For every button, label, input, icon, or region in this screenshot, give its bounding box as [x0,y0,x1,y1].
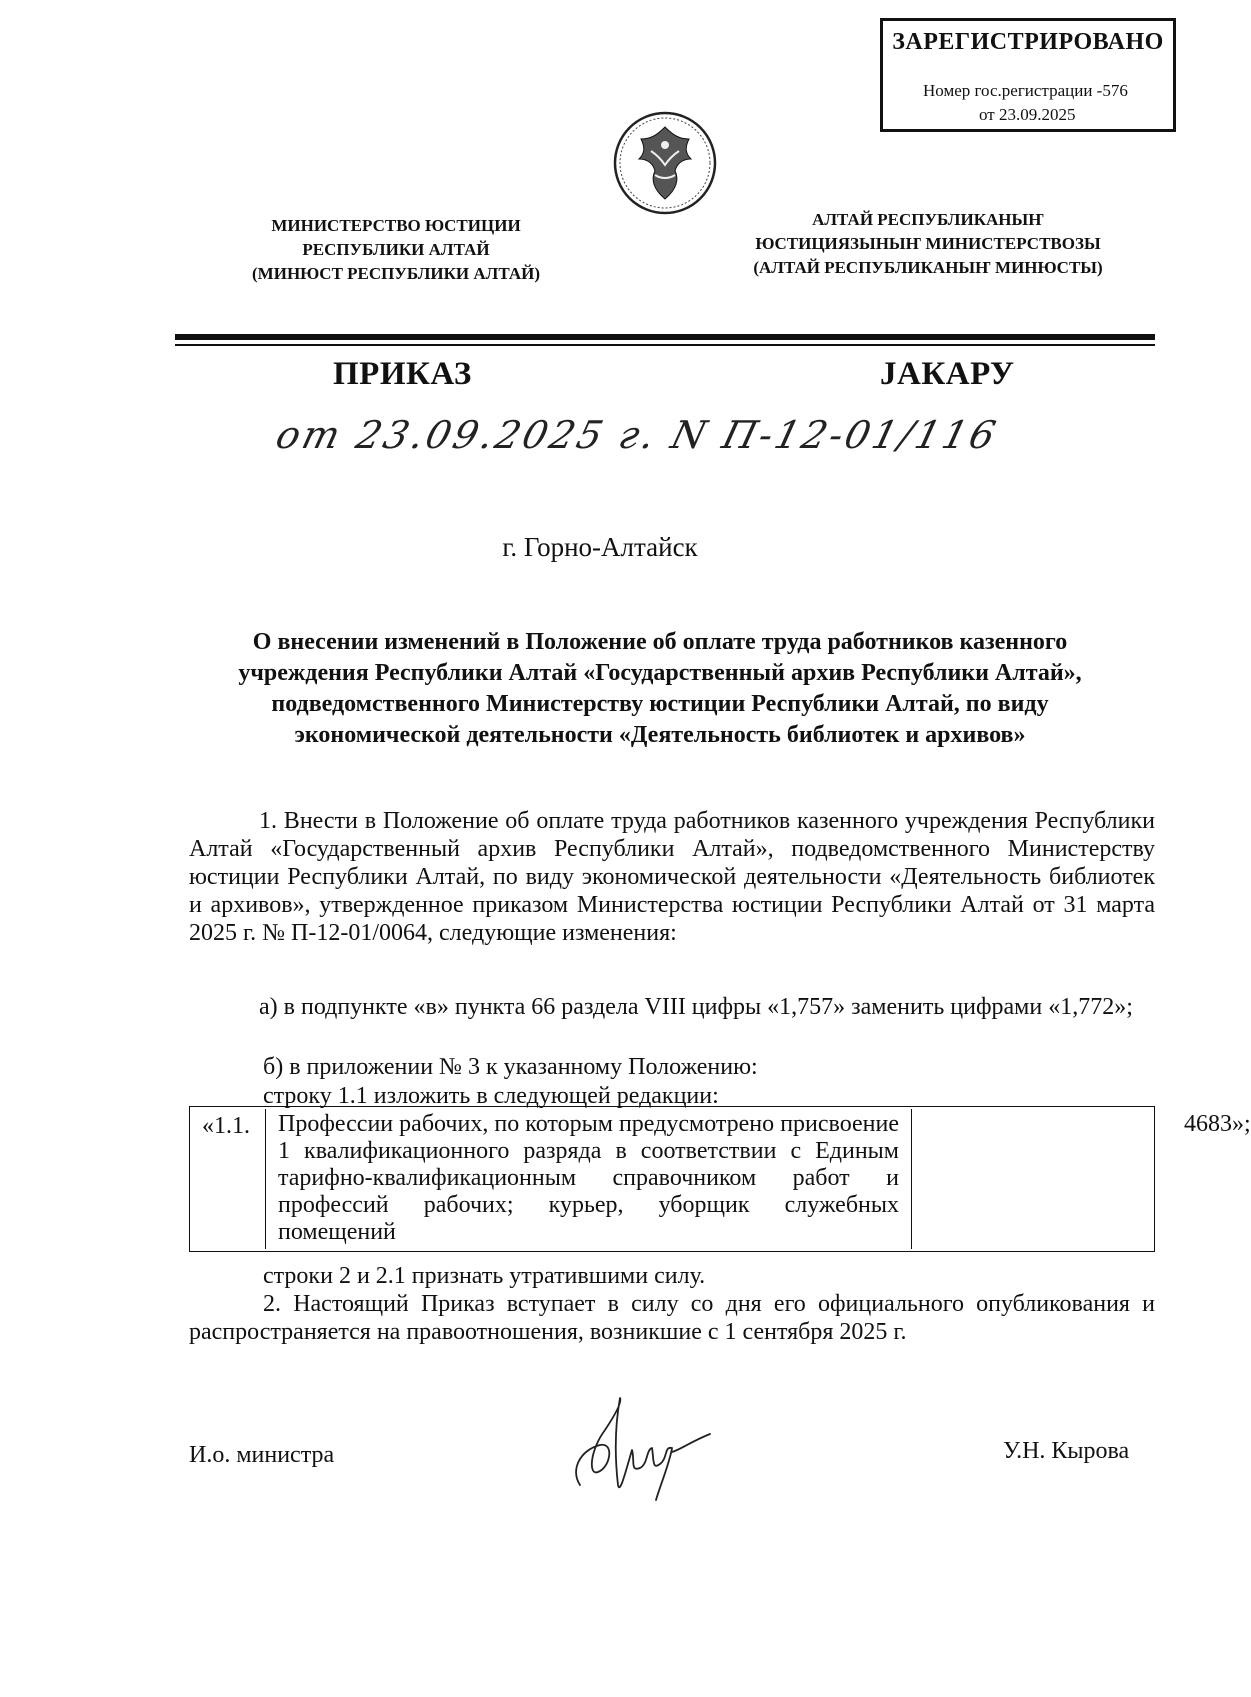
order-title-altai: JАКАРУ [880,356,1015,392]
handwritten-text: от 23.09.2025 г. N П-12-01/116 [271,413,1003,458]
paragraph-2: 2. Настоящий Приказ вступает в силу со дня его официального опубликования и распространяется на правоотношения, возникшие с 1 сентября 2025 г. [189,1291,1155,1345]
title-line: подведомственного Министерству юстиции Республики Алтай, по виду [271,691,1049,717]
header-divider-thin [175,344,1155,346]
title-line: экономической деятельности «Деятельность библиотек и архивов» [294,722,1026,748]
table-cell-description: Профессии рабочих, по которым предусмотрено присвоение 1 квалификационного разряда в соответствии с Единым тарифно-квалификационным справочником работ и профессий рабочих; курьер, уборщик служебных помещений [265,1109,912,1249]
row-replacement-text: строку 1.1 изложить в следующей редакции: [263,1083,719,1109]
rows-repealed-text: строки 2 и 2.1 признать утратившими силу. [263,1263,706,1289]
handwritten-order-number [271,400,1003,470]
title-line: О внесении изменений в Положение об оплате труда работников казенного [252,629,1068,655]
registration-stamp [880,18,1176,132]
signatory-role: И.о. министра [189,1442,335,1468]
stamp-number: Номер гос.регистрации -576 [923,81,1128,100]
document-title [180,627,1140,751]
city: г. Горно-Алтайск [502,532,698,562]
header-line: ЮСТИЦИЯЗЫНЫҤ МИНИСТЕРСТВОЗЫ [755,234,1101,253]
amendment-table [189,1106,1251,1252]
coat-of-arms-emblem-icon [611,109,719,217]
stamp-title: ЗАРЕГИСТРИРОВАНО [892,29,1164,55]
paragraph-1-text: 1. Внести в Положение об оплате труда работников казенного учреждения Республики Алтай «Государственный архив Республики Алтай», подведомственного Министерству юстиции Республики Алтай, по виду экономической деятельности «Деятельность библиотек и архивов», утвержденное приказом Министерства юстиции Республики Алтай от 31 марта 2025 г. № П-12-01/0064, следующие изменения: [189,808,1155,946]
header-line: РЕСПУБЛИКИ АЛТАЙ [302,240,490,259]
subparagraph-a: а) в подпункте «в» пункта 66 раздела VIII цифры «1,757» заменить цифрами «1,772»; [259,994,1133,1020]
order-title-russian: ПРИКАЗ [333,356,472,392]
table-cell-value: 4683»; [1184,1111,1251,1137]
header-line: (МИНЮСТ РЕСПУБЛИКИ АЛТАЙ) [252,264,540,283]
signatory-name: У.Н. Кырова [1003,1438,1130,1464]
header-line: (АЛТАЙ РЕСПУБЛИКАНЫҤ МИНЮСТЫ) [753,258,1103,277]
header-divider-thick [175,334,1155,340]
ministry-header-russian [236,214,556,286]
handwritten-signature [560,1390,740,1510]
header-line: МИНИСТЕРСТВО ЮСТИЦИИ [271,216,521,235]
title-line: учреждения Республики Алтай «Государственный архив Республики Алтай», [238,660,1082,686]
table-cell-number: «1.1. [202,1113,250,1139]
stamp-date: от 23.09.2025 [979,105,1076,124]
ministry-header-altai [738,208,1118,280]
subparagraph-b: б) в приложении № 3 к указанному Положению: [263,1054,758,1080]
paragraph-1 [189,807,1155,947]
header-line: АЛТАЙ РЕСПУБЛИКАНЫҤ [812,210,1044,229]
